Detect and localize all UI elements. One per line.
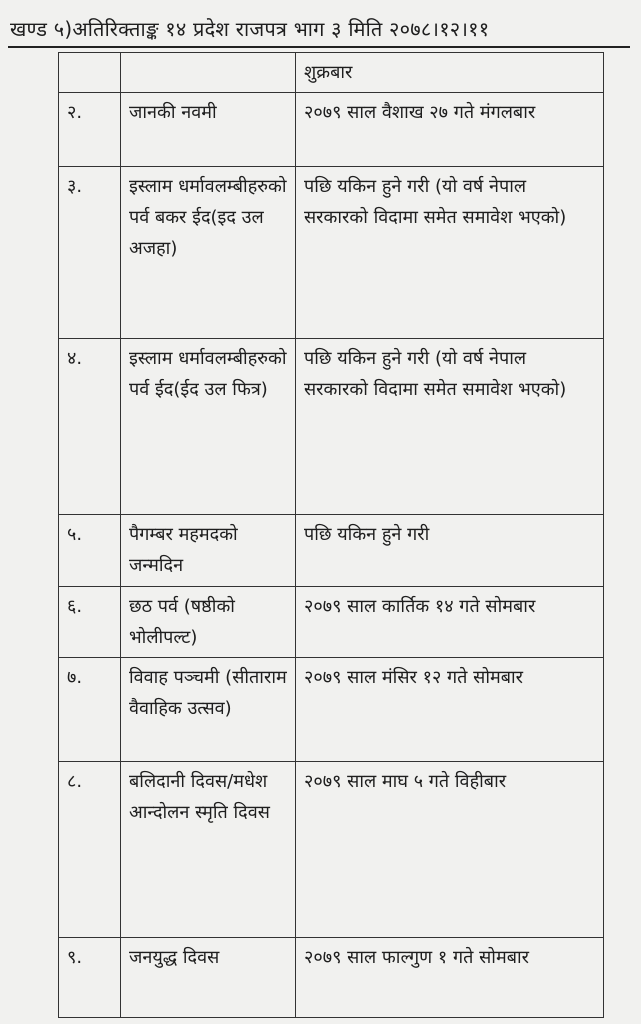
table-row xyxy=(59,167,604,339)
table-row-continuation xyxy=(59,53,604,93)
table-row xyxy=(59,938,604,1018)
row-number: ५. xyxy=(59,515,121,587)
row-number: ६. xyxy=(59,587,121,658)
holiday-date: २०७९ साल वैशाख २७ गते मंगलबार xyxy=(296,93,604,167)
holiday-date: २०७९ साल मंसिर १२ गते सोमबार xyxy=(296,658,604,762)
row-number: ८. xyxy=(59,762,121,938)
table-row xyxy=(59,587,604,658)
header-underline xyxy=(8,46,630,48)
row-number: ३. xyxy=(59,167,121,339)
holiday-name: जानकी नवमी xyxy=(121,93,296,167)
holiday-date: २०७९ साल कार्तिक १४ गते सोमबार xyxy=(296,587,604,658)
table-row xyxy=(59,762,604,938)
holiday-name: इस्लाम धर्मावलम्बीहरुको पर्व बकर ईद(इद उल अजहा) xyxy=(121,167,296,339)
holiday-name: इस्लाम धर्मावलम्बीहरुको पर्व ईद(ईद उल फित्र) xyxy=(121,339,296,515)
holiday-table xyxy=(58,52,604,1018)
row-number: ४. xyxy=(59,339,121,515)
gazette-header: खण्ड ५)अतिरिक्ताङ्क १४ प्रदेश राजपत्र भाग ३ मिति २०७८।१२।११ xyxy=(10,17,490,41)
holiday-name: छठ पर्व (षष्ठीको भोलीपल्ट) xyxy=(121,587,296,658)
holiday-name: जनयुद्ध दिवस xyxy=(121,938,296,1018)
table-row xyxy=(59,93,604,167)
table-row xyxy=(59,515,604,587)
holiday-date: पछि यकिन हुने गरी xyxy=(296,515,604,587)
holiday-date: पछि यकिन हुने गरी (यो वर्ष नेपाल सरकारको विदामा समेत समावेश भएको) xyxy=(296,167,604,339)
holiday-date: पछि यकिन हुने गरी (यो वर्ष नेपाल सरकारको विदामा समेत समावेश भएको) xyxy=(296,339,604,515)
holiday-name: पैगम्बर महमदको जन्मदिन xyxy=(121,515,296,587)
row-number: ९. xyxy=(59,938,121,1018)
holiday-name: बलिदानी दिवस/मधेश आन्दोलन स्मृति दिवस xyxy=(121,762,296,938)
row-number: ७. xyxy=(59,658,121,762)
row-number xyxy=(59,53,121,93)
holiday-date: शुक्रबार xyxy=(296,53,604,93)
holiday-name: विवाह पञ्चमी (सीताराम वैवाहिक उत्सव) xyxy=(121,658,296,762)
row-number: २. xyxy=(59,93,121,167)
table-row xyxy=(59,339,604,515)
holiday-date: २०७९ साल फाल्गुण १ गते सोमबार xyxy=(296,938,604,1018)
holiday-name xyxy=(121,53,296,93)
holiday-date: २०७९ साल माघ ५ गते विहीबार xyxy=(296,762,604,938)
table-row xyxy=(59,658,604,762)
